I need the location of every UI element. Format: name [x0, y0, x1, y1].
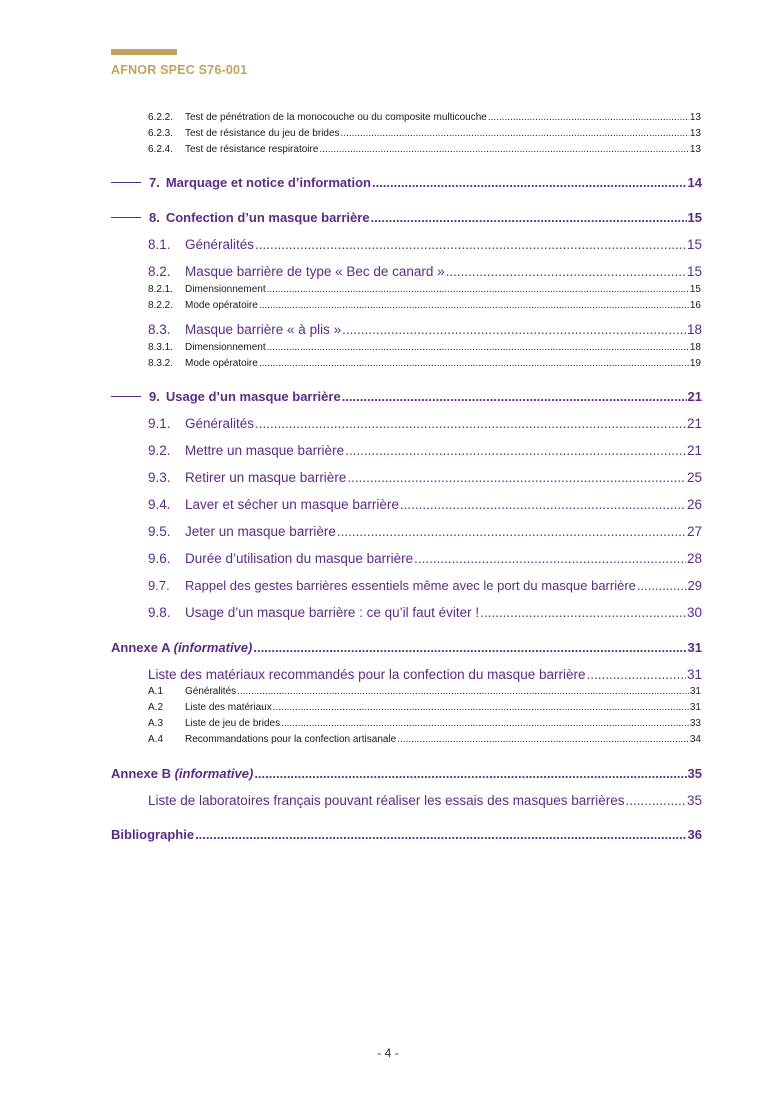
- toc-entry[interactable]: [148, 112, 701, 123]
- toc-entry-page: 28: [686, 551, 702, 566]
- toc-entry-title: Mettre un masque barrière: [185, 443, 345, 458]
- toc-subsection-entry[interactable]: [148, 237, 702, 252]
- toc-entry[interactable]: [148, 686, 701, 697]
- dot-leader: [586, 667, 685, 682]
- toc-entry-number: 8.2.: [148, 264, 171, 279]
- toc-entry-page: 18: [686, 322, 702, 337]
- dot-leader: [337, 524, 686, 539]
- dot-leader: [259, 300, 689, 311]
- toc-entry-number: 6.2.3.: [148, 128, 174, 139]
- toc-entry-number: 9.7.: [148, 578, 170, 593]
- dot-leader: [255, 237, 686, 252]
- toc-entry-number: 6.2.4.: [148, 144, 174, 155]
- toc-entry-number: 8.3.2.: [148, 358, 174, 369]
- dot-leader: [480, 605, 686, 620]
- dot-leader: [397, 734, 689, 745]
- toc-entry[interactable]: [148, 734, 701, 745]
- toc-entry-title: Généralités: [185, 686, 237, 697]
- toc-subsection-entry[interactable]: [148, 322, 702, 337]
- toc-section-entry[interactable]: [111, 175, 702, 190]
- toc-entry-title: Masque barrière de type « Bec de canard »: [185, 264, 445, 279]
- toc-entry[interactable]: [148, 702, 701, 713]
- dot-leader: [267, 342, 689, 353]
- toc-entry-title: Liste de laboratoires français pouvant réaliser les essais des masques barrières: [148, 793, 625, 808]
- toc-entry-title: Dimensionnement: [185, 284, 266, 295]
- toc-entry-page: 31: [689, 702, 701, 713]
- toc-annex-entry[interactable]: [111, 640, 702, 655]
- dot-leader: [255, 416, 686, 431]
- toc-entry-page: 30: [686, 605, 702, 620]
- toc-entry-number: A.3: [148, 718, 164, 729]
- toc-entry-title: Laver et sécher un masque barrière: [185, 497, 399, 512]
- toc-entry-page: 21: [686, 416, 702, 431]
- section-dash: [111, 396, 141, 397]
- toc-entry-title: Jeter un masque barrière: [185, 524, 336, 539]
- toc-entry-number: 8.3.: [148, 322, 171, 337]
- toc-entry-page: 31: [686, 667, 702, 682]
- toc-entry-title: Usage d’un masque barrière : ce qu’il faut éviter !: [185, 605, 480, 620]
- toc-entry-page: 15: [686, 264, 702, 279]
- toc-entry[interactable]: [148, 342, 701, 353]
- dot-leader: [372, 175, 687, 190]
- toc-entry-title: Liste de jeu de brides: [185, 718, 281, 729]
- toc-entry-number: 8.2.2.: [148, 300, 174, 311]
- toc-entry-number: 9.4.: [148, 497, 171, 512]
- dot-leader: [342, 322, 686, 337]
- toc-entry-page: 14: [687, 175, 702, 190]
- section-dash: [111, 217, 141, 218]
- toc-entry-page: 13: [689, 144, 701, 155]
- toc-entry-page: 31: [689, 686, 701, 697]
- toc-entry-title: Liste des matériaux: [185, 702, 272, 713]
- toc-entry-page: 16: [689, 300, 701, 311]
- toc-entry-title: Durée d’utilisation du masque barrière: [185, 551, 414, 566]
- toc-entry-number: A.1: [148, 686, 164, 697]
- annex-note: (informative): [174, 766, 254, 781]
- toc-entry-page: 25: [686, 470, 702, 485]
- toc-entry[interactable]: [148, 284, 701, 295]
- toc-entry-title: Test de résistance respiratoire: [185, 144, 319, 155]
- toc-subsection-entry[interactable]: [148, 416, 702, 431]
- toc-entry-number: A.2: [148, 702, 164, 713]
- toc-entry-page: 15: [687, 210, 702, 225]
- toc-subsection-entry[interactable]: [148, 497, 702, 512]
- toc-section-entry[interactable]: [111, 210, 702, 225]
- toc-entry-title: Test de résistance du jeu de brides: [185, 128, 340, 139]
- toc-entry-title: Mode opératoire: [185, 300, 258, 311]
- toc-entry-number: 8.2.1.: [148, 284, 174, 295]
- toc-entry-title: Mode opératoire: [185, 358, 258, 369]
- toc-entry[interactable]: [148, 358, 701, 369]
- toc-entry[interactable]: [148, 144, 701, 155]
- dot-leader: [347, 470, 686, 485]
- dot-leader: [195, 827, 686, 842]
- toc-subsection-entry[interactable]: [148, 605, 702, 620]
- toc-entry-page: 31: [687, 640, 702, 655]
- page-number: - 4 -: [377, 1046, 399, 1060]
- toc-entry-page: 21: [686, 443, 702, 458]
- toc-entry[interactable]: [148, 718, 701, 729]
- toc-entry-number: 9.2.: [148, 443, 171, 458]
- toc-entry-number: 8.1.: [148, 237, 171, 252]
- toc-entry-number: 8.: [149, 210, 160, 225]
- toc-entry-title: Dimensionnement: [185, 342, 266, 353]
- toc-entry-title: Confection d’un masque barrière: [165, 210, 370, 225]
- dot-leader: [259, 358, 689, 369]
- toc-entry-page: 13: [689, 112, 701, 123]
- toc-entry-title: Test de pénétration de la monocouche ou du composite multicouche: [185, 112, 487, 123]
- dot-leader: [319, 144, 688, 155]
- toc-subsection-entry[interactable]: [148, 578, 702, 593]
- toc-entry-title: Généralités: [185, 237, 255, 252]
- toc-subsection-entry[interactable]: [148, 264, 702, 279]
- toc-entry-page: 19: [689, 358, 701, 369]
- dot-leader: [371, 210, 687, 225]
- toc-entry-page: 34: [689, 734, 701, 745]
- toc-entry[interactable]: [148, 300, 701, 311]
- toc-entry-number: A.4: [148, 734, 164, 745]
- toc-entry-title: Généralités: [185, 416, 255, 431]
- toc-entry-title: Recommandations pour la confection artisanale: [185, 734, 397, 745]
- toc-entry-page: 15: [689, 284, 701, 295]
- toc-entry-number: 6.2.2.: [148, 112, 174, 123]
- toc-entry-page: 35: [686, 793, 702, 808]
- dot-leader: [626, 793, 686, 808]
- toc-entry-number: 7.: [149, 175, 160, 190]
- toc-entry-title: Marquage et notice d’information: [165, 175, 371, 190]
- toc-entry-number: 9.3.: [148, 470, 171, 485]
- toc-entry-title: Retirer un masque barrière: [185, 470, 347, 485]
- annex-note: (informative): [173, 640, 253, 655]
- toc-annex-entry[interactable]: [111, 766, 702, 781]
- toc-annex-subtitle[interactable]: [148, 793, 702, 808]
- toc-entry-page: 36: [687, 827, 702, 842]
- toc-entry-number: 9.: [149, 389, 160, 404]
- toc-section-entry[interactable]: [111, 389, 702, 404]
- toc-entry-title: Usage d’un masque barrière: [165, 389, 341, 404]
- toc-entry-number: 8.3.1.: [148, 342, 174, 353]
- dot-leader: [254, 766, 686, 781]
- dot-leader: [341, 128, 689, 139]
- toc-entry-number: 9.1.: [148, 416, 171, 431]
- toc-subsection-entry[interactable]: [148, 443, 702, 458]
- dot-leader: [253, 640, 686, 655]
- dot-leader: [446, 264, 686, 279]
- dot-leader: [414, 551, 686, 566]
- toc-entry-page: 29: [687, 578, 702, 593]
- toc-subsection-entry[interactable]: [148, 524, 702, 539]
- dot-leader: [273, 702, 689, 713]
- dot-leader: [267, 284, 689, 295]
- section-dash: [111, 182, 141, 183]
- dot-leader: [345, 443, 686, 458]
- header-accent-bar: [111, 49, 177, 55]
- toc-entry-title: Bibliographie: [111, 827, 195, 842]
- toc-entry-page: 33: [689, 718, 701, 729]
- dot-leader: [281, 718, 689, 729]
- toc-entry-page: 26: [686, 497, 702, 512]
- toc-entry-title: Rappel des gestes barrières essentiels même avec le port du masque barrière: [185, 578, 636, 593]
- dot-leader: [400, 497, 686, 512]
- toc-subsection-entry[interactable]: [148, 551, 702, 566]
- toc-entry-page: 13: [689, 128, 701, 139]
- toc-entry-page: 18: [689, 342, 701, 353]
- toc-entry-title: Liste des matériaux recommandés pour la confection du masque barrière: [148, 667, 586, 682]
- toc-entry-page: 35: [687, 766, 702, 781]
- toc-entry-title: Annexe B: [111, 766, 175, 781]
- toc-annex-subtitle[interactable]: [148, 667, 702, 682]
- toc-entry-number: 9.6.: [148, 551, 171, 566]
- toc-entry[interactable]: [148, 128, 701, 139]
- toc-entry-title: Masque barrière « à plis »: [185, 322, 342, 337]
- toc-bibliography-entry[interactable]: [111, 827, 702, 842]
- dot-leader: [488, 112, 689, 123]
- toc-entry-number: 9.8.: [148, 605, 171, 620]
- toc-entry-number: 9.5.: [148, 524, 171, 539]
- toc-entry-page: 15: [686, 237, 702, 252]
- toc-subsection-entry[interactable]: [148, 470, 702, 485]
- toc-entry-title: Annexe A: [111, 640, 174, 655]
- document-reference: AFNOR SPEC S76-001: [111, 63, 248, 77]
- dot-leader: [342, 389, 687, 404]
- dot-leader: [637, 578, 687, 593]
- toc-entry-page: 27: [686, 524, 702, 539]
- toc-entry-page: 21: [687, 389, 702, 404]
- dot-leader: [237, 686, 689, 697]
